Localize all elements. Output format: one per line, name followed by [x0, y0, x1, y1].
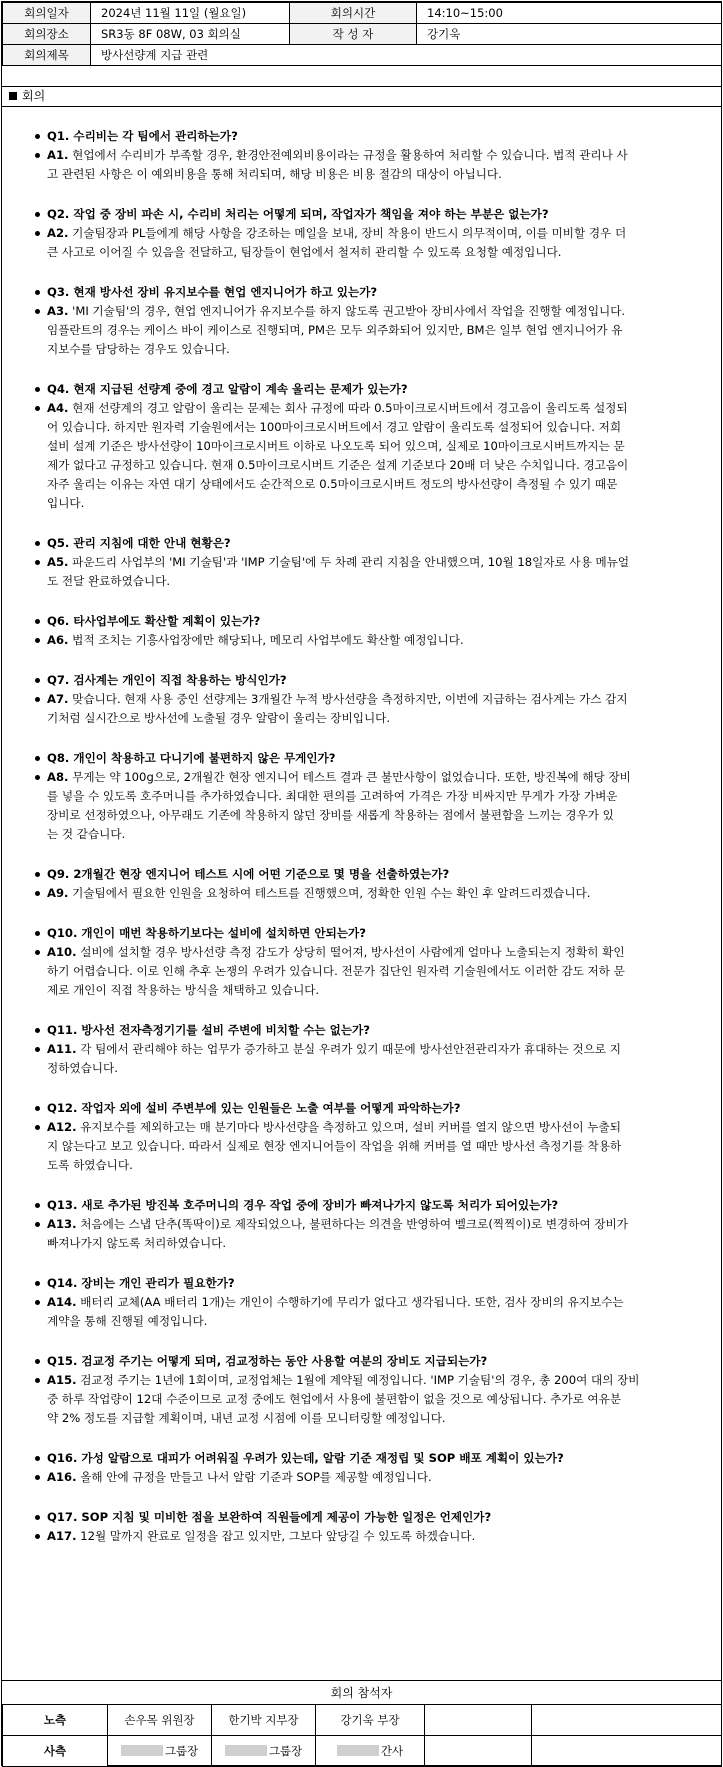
answer-text: 올해 안에 규정을 만들고 나서 알람 기준과 SOP를 제공할 예정입니다. — [80, 1470, 432, 1484]
qa-item — [2, 1352, 721, 1449]
answer-block — [2, 553, 721, 591]
qa-item — [2, 1099, 721, 1196]
answer-line — [47, 1156, 709, 1175]
qa-spacer — [2, 1331, 721, 1352]
question-text: Q13. 새로 추가된 방진복 호주머니의 경우 작업 중에 장비가 빠져나가지 않도록 처리가 되어있는가? — [2, 1196, 721, 1215]
answer-tag: A2. — [47, 226, 69, 240]
answer-line — [47, 1118, 709, 1137]
answer-line — [47, 1234, 709, 1253]
answer-tag: A16. — [47, 1470, 77, 1484]
qa-item — [2, 1508, 721, 1546]
answer-text: 약 2% 정도를 지급할 계획이며, 내년 교정 시점에 이를 모니터링할 예정입니다. — [47, 1411, 446, 1425]
attendee-cell: 손우목 위원장 — [108, 1705, 212, 1736]
info-row-date-time — [3, 3, 722, 24]
answer-tag: A17. — [47, 1529, 77, 1543]
attendee-cell — [532, 1736, 722, 1767]
answer-line — [47, 709, 709, 728]
title-value: 방사선량계 지급 관련 — [91, 45, 722, 66]
qa-item — [2, 1274, 721, 1352]
answer-tag: A10. — [47, 945, 77, 959]
place-value: SR3동 8F 08W, 03 회의실 — [91, 24, 290, 45]
question-text: Q10. 개인이 매번 착용하기보다는 설비에 설치하면 안되는가? — [2, 924, 721, 943]
qa-item — [2, 380, 721, 534]
qa-item — [2, 205, 721, 283]
answer-text: 고 관련된 사항은 이 예외비용을 통해 처리되며, 해당 비용은 비용 절감의 대상이 아닙니다. — [47, 167, 502, 181]
answer-block — [2, 399, 721, 513]
redacted-name-block — [337, 1745, 379, 1756]
qa-spacer — [2, 728, 721, 749]
meeting-minutes-document — [1, 1, 722, 1766]
answer-tag: A14. — [47, 1295, 77, 1309]
qa-spacer — [2, 650, 721, 671]
answer-text: 제로 개인이 직접 착용하는 방식을 채택하고 있습니다. — [47, 983, 320, 997]
qa-spacer — [2, 591, 721, 612]
answer-line — [47, 1293, 709, 1312]
answer-line — [47, 437, 709, 456]
qa-item — [2, 749, 721, 865]
question-text: Q5. 관리 지침에 대한 안내 현황은? — [2, 534, 721, 553]
qa-item — [2, 865, 721, 924]
answer-block — [2, 1293, 721, 1331]
answer-tag: A1. — [47, 148, 69, 162]
answer-tag: A8. — [47, 770, 69, 784]
answer-text: 파운드리 사업부의 'MI 기술팀'과 'IMP 기술팀'에 두 차례 관리 지침을 안내했으며, 10월 18일자로 사용 메뉴얼 — [72, 555, 630, 569]
answer-tag: A15. — [47, 1373, 77, 1387]
question-text: Q17. SOP 지침 및 미비한 점을 보완하여 직원들에게 제공이 가능한 일정은 언제인가? — [2, 1508, 721, 1527]
attendee-row-label: 사측 — [3, 1736, 108, 1767]
answer-line — [47, 340, 709, 359]
answer-line — [47, 165, 709, 184]
qa-spacer — [2, 1253, 721, 1274]
qa-spacer — [2, 359, 721, 380]
answer-block — [2, 302, 721, 359]
answer-tag: A9. — [47, 886, 69, 900]
title-label: 회의제목 — [3, 45, 91, 66]
answer-line — [47, 981, 709, 1000]
qa-spacer — [2, 903, 721, 924]
qa-item — [2, 534, 721, 612]
qa-spacer — [2, 1175, 721, 1196]
answer-line — [47, 456, 709, 475]
answer-text: 무게는 약 100g으로, 2개월간 현장 엔지니어 테스트 결과 큰 불만사항이 없었습니다. 또한, 방진복에 해당 장비 — [72, 770, 631, 784]
answer-text: 12월 말까지 완료로 일정을 잡고 있지만, 그보다 앞당길 수 있도록 하겠습니다. — [80, 1529, 476, 1543]
answer-block — [2, 224, 721, 262]
qa-item — [2, 127, 721, 205]
author-label: 작 성 자 — [290, 24, 417, 45]
answer-line — [47, 494, 709, 513]
qa-item — [2, 283, 721, 380]
square-bullet-icon — [9, 92, 17, 100]
answer-block — [2, 943, 721, 1000]
answer-line — [47, 302, 709, 321]
attendee-row-label: 노측 — [3, 1705, 108, 1736]
author-value: 강기욱 — [417, 24, 722, 45]
answer-line — [47, 1371, 709, 1390]
answer-line — [47, 572, 709, 591]
answer-line — [47, 1059, 709, 1078]
answer-line — [47, 962, 709, 981]
qa-spacer — [2, 1078, 721, 1099]
info-row-place-author — [3, 24, 722, 45]
answer-text: 임플란트의 경우는 케이스 바이 케이스로 진행되며, PM은 모두 외주화되어 있지만, BM은 일부 현업 엔지니어가 유 — [47, 323, 623, 337]
answer-text: 제가 없다고 규정하고 있습니다. 현재 0.5마이크로시버트 기준은 설계 기준보다 20배 더 낮은 수치입니다. 경고음이 — [47, 458, 629, 472]
answer-line — [47, 1409, 709, 1428]
answer-block — [2, 884, 721, 903]
answer-block — [2, 1371, 721, 1428]
attendee-title: 그룹장 — [164, 1744, 199, 1758]
answer-line — [47, 1215, 709, 1234]
answer-line — [47, 321, 709, 340]
attendees-row-management — [3, 1736, 722, 1767]
attendee-cell-redacted — [108, 1736, 212, 1767]
answer-line — [47, 1527, 709, 1546]
answer-text: 기술팀에서 필요한 인원을 요청하여 테스트를 진행했으며, 정확한 인원 수는 확인 후 알려드리겠습니다. — [72, 886, 591, 900]
qa-item — [2, 1449, 721, 1508]
answer-line — [47, 418, 709, 437]
answer-text: 하기 어렵습니다. 이로 인해 추후 논쟁의 우려가 있습니다. 전문가 집단인 원자력 기술원에서도 이러한 감도 저하 문 — [47, 964, 625, 978]
attendee-cell — [532, 1705, 722, 1736]
answer-line — [47, 399, 709, 418]
answer-text: 현재 선량계의 경고 알람이 울리는 문제는 회사 규정에 따라 0.5마이크로시버트에서 경고음이 울리도록 설정되 — [72, 401, 628, 415]
attendee-cell — [425, 1736, 532, 1767]
qa-spacer — [2, 844, 721, 865]
qa-item — [2, 1021, 721, 1099]
date-value: 2024년 11월 11일 (월요일) — [91, 3, 290, 24]
answer-text: 배터리 교체(AA 배터리 1개)는 개인이 수행하기에 무리가 없다고 생각됩니다. 또한, 검사 장비의 유지보수는 — [80, 1295, 624, 1309]
question-text: Q11. 방사선 전자측정기기를 설비 주변에 비치할 수는 없는가? — [2, 1021, 721, 1040]
answer-line — [47, 1390, 709, 1409]
question-text: Q2. 작업 중 장비 파손 시, 수리비 처리는 어떻게 되며, 작업자가 책임을 져야 하는 부분은 없는가? — [2, 205, 721, 224]
question-text: Q15. 검교정 주기는 어떻게 되며, 검교정하는 동안 사용할 여분의 장비도 지급되는가? — [2, 1352, 721, 1371]
answer-line — [47, 1137, 709, 1156]
answer-tag: A6. — [47, 633, 69, 647]
answer-text: 빠져나가지 않도록 처리하였습니다. — [47, 1236, 227, 1250]
attendee-cell: 한기박 지부장 — [212, 1705, 316, 1736]
qa-spacer — [2, 1487, 721, 1508]
qa-item — [2, 671, 721, 749]
answer-block — [2, 1527, 721, 1546]
answer-line — [47, 553, 709, 572]
answer-text: 자주 울리는 이유는 자연 대기 상태에서도 순간적으로 0.5마이크로시버트 정도의 방사선량이 측정될 수 있기 때문 — [47, 477, 618, 491]
answer-text: 입니다. — [47, 496, 85, 510]
answer-block — [2, 1118, 721, 1175]
redacted-name-block — [121, 1745, 163, 1756]
info-row-title — [3, 45, 722, 66]
answer-block — [2, 690, 721, 728]
qa-spacer — [2, 1428, 721, 1449]
answer-text: 검교정 주기는 1년에 1회이며, 교정업체는 1월에 계약될 예정입니다. 'IMP 기술팀'의 경우, 총 200여 대의 장비 — [80, 1373, 640, 1387]
answer-line — [47, 943, 709, 962]
qa-list — [2, 127, 721, 1546]
answer-block — [2, 1040, 721, 1078]
qa-spacer — [2, 1000, 721, 1021]
qa-item — [2, 612, 721, 671]
answer-text: 처음에는 스냅 단추(똑딱이)로 제작되었으나, 불편하다는 의견을 반영하여 벨크로(찍찍이)로 변경하여 장비가 — [80, 1217, 628, 1231]
question-text: Q8. 개인이 착용하고 다니기에 불편하지 않은 무게인가? — [2, 749, 721, 768]
question-text: Q4. 현재 지급된 선량계 중에 경고 알람이 계속 울리는 문제가 있는가? — [2, 380, 721, 399]
answer-text: 기처럼 실시간으로 방사선에 노출될 경우 알람이 울리는 장비입니다. — [47, 711, 391, 725]
qa-spacer — [2, 513, 721, 534]
attendee-cell: 강기욱 부장 — [316, 1705, 425, 1736]
attendee-title: 그룹장 — [268, 1744, 303, 1758]
answer-line — [47, 690, 709, 709]
qa-spacer — [2, 184, 721, 205]
answer-text: 정하였습니다. — [47, 1061, 118, 1075]
answer-line — [47, 243, 709, 262]
question-text: Q6. 타사업부에도 확산할 계획이 있는가? — [2, 612, 721, 631]
answer-text: 맞습니다. 현재 사용 중인 선량계는 3개월간 누적 방사선량을 측정하지만, 이번에 지급하는 검사계는 가스 감지 — [72, 692, 628, 706]
answer-line — [47, 787, 709, 806]
attendees-table — [2, 1704, 722, 1767]
question-text: Q14. 장비는 개인 관리가 필요한가? — [2, 1274, 721, 1293]
answer-text: 설비에 설치할 경우 방사선량 측정 감도가 상당히 떨어져, 방사선이 사람에게 얼마나 노출되는지 정확히 확인 — [80, 945, 625, 959]
answer-text: 설비 설계 기준은 방사선량이 10마이크로시버트 이하로 나오도록 되어 있으며, 실제로 10마이크로시버트까지는 문 — [47, 439, 625, 453]
answer-text: 는 것 같습니다. — [47, 827, 126, 841]
attendee-cell-redacted — [316, 1736, 425, 1767]
answer-tag: A13. — [47, 1217, 77, 1231]
question-text: Q7. 검사계는 개인이 직접 착용하는 방식인가? — [2, 671, 721, 690]
answer-tag: A12. — [47, 1120, 77, 1134]
answer-text: 유지보수를 제외하고는 매 분기마다 방사선량을 측정하고 있으며, 설비 커버를 열지 않으면 방사선이 누출되 — [80, 1120, 621, 1134]
time-label: 회의시간 — [290, 3, 417, 24]
meeting-info-table — [2, 2, 722, 66]
answer-tag: A11. — [47, 1042, 77, 1056]
answer-text: 'MI 기술팀'의 경우, 현업 엔지니어가 유지보수를 하지 않도록 권고받아 장비사에서 작업을 진행할 예정입니다. — [72, 304, 626, 318]
question-text: Q3. 현재 방사선 장비 유지보수를 현업 엔지니어가 하고 있는가? — [2, 283, 721, 302]
answer-line — [47, 1468, 709, 1487]
answer-line — [47, 825, 709, 844]
answer-text: 도 전달 완료하였습니다. — [47, 574, 171, 588]
answer-text: 장비로 선정하였으나, 아무래도 기존에 착용하지 않던 장비를 새롭게 착용하는 점에서 불편함을 느끼는 경우가 있 — [47, 808, 614, 822]
answer-text: 법적 조치는 기흥사업장에만 해당되나, 메모리 사업부에도 확산할 예정입니다. — [72, 633, 464, 647]
answer-text: 현업에서 수리비가 부족할 경우, 환경안전예외비용이라는 규정을 활용하여 처리할 수 있습니다. 법적 관리나 사 — [72, 148, 628, 162]
answer-block — [2, 1215, 721, 1253]
answer-tag: A5. — [47, 555, 69, 569]
answer-text: 중 하루 작업량이 12대 수준이므로 교정 중에도 현업에서 사용에 불편함이 없을 것으로 예상됩니다. 추가로 여유분 — [47, 1392, 622, 1406]
qa-item — [2, 1196, 721, 1274]
answer-text: 기술팀장과 PL들에게 해당 사항을 강조하는 메일을 보내, 장비 착용이 반드시 의무적이며, 이를 미비할 경우 더 — [72, 226, 627, 240]
attendees-row-labor — [3, 1705, 722, 1736]
redacted-name-block — [225, 1745, 267, 1756]
answer-tag: A7. — [47, 692, 69, 706]
answer-block — [2, 631, 721, 650]
answer-block — [2, 768, 721, 844]
answer-text: 어 있습니다. 하지만 원자력 기술원에서는 100마이크로시버트에서 경고 알람이 울리도록 설정되어 있습니다. 저희 — [47, 420, 622, 434]
answer-block — [2, 1468, 721, 1487]
attendees-title: 회의 참석자 — [2, 1680, 721, 1705]
answer-line — [47, 806, 709, 825]
answer-line — [47, 1040, 709, 1059]
answer-text: 계약을 통해 진행될 예정입니다. — [47, 1314, 208, 1328]
answer-text: 도록 하였습니다. — [47, 1158, 133, 1172]
answer-line — [47, 631, 709, 650]
question-text: Q9. 2개월간 현장 엔지니어 테스트 시에 어떤 기준으로 몇 명을 선출하였는가? — [2, 865, 721, 884]
answer-text: 지 않는다고 보고 있습니다. 따라서 실제로 현장 엔지니어들이 작업을 위해 커버를 열 때만 방사선 측정기를 착용하 — [47, 1139, 622, 1153]
attendee-cell-redacted — [212, 1736, 316, 1767]
answer-tag: A4. — [47, 401, 69, 415]
question-text: Q12. 작업자 외에 설비 주변부에 있는 인원들은 노출 여부를 어떻게 파악하는가? — [2, 1099, 721, 1118]
attendee-cell — [425, 1705, 532, 1736]
answer-line — [47, 475, 709, 494]
qa-spacer — [2, 262, 721, 283]
answer-text: 지보수를 담당하는 경우도 있습니다. — [47, 342, 230, 356]
answer-line — [47, 884, 709, 903]
section-title: 회의 — [22, 89, 46, 103]
answer-line — [47, 224, 709, 243]
answer-tag: A3. — [47, 304, 69, 318]
answer-line — [47, 1312, 709, 1331]
answer-text: 큰 사고로 이어질 수 있음을 전달하고, 팀장들이 현업에서 철저히 관리할 수 있도록 요청할 예정입니다. — [47, 245, 562, 259]
question-text: Q1. 수리비는 각 팀에서 관리하는가? — [2, 127, 721, 146]
qa-item — [2, 924, 721, 1021]
attendee-title: 간사 — [380, 1744, 404, 1758]
answer-block — [2, 146, 721, 184]
time-value: 14:10~15:00 — [417, 3, 722, 24]
answer-text: 각 팀에서 관리해야 하는 업무가 증가하고 분실 우려가 있기 때문에 방사선안전관리자가 휴대하는 것으로 지 — [80, 1042, 621, 1056]
answer-line — [47, 146, 709, 165]
date-label: 회의일자 — [3, 3, 91, 24]
place-label: 회의장소 — [3, 24, 91, 45]
section-header-meeting — [2, 86, 721, 107]
answer-line — [47, 768, 709, 787]
answer-text: 를 넣을 수 있도록 호주머니를 추가하였습니다. 최대한 편의를 고려하여 가격은 가장 비싸지만 무게가 가장 가벼운 — [47, 789, 618, 803]
question-text: Q16. 가성 알람으로 대피가 어려워질 우려가 있는데, 알람 기준 재정립 및 SOP 배포 계획이 있는가? — [2, 1449, 721, 1468]
